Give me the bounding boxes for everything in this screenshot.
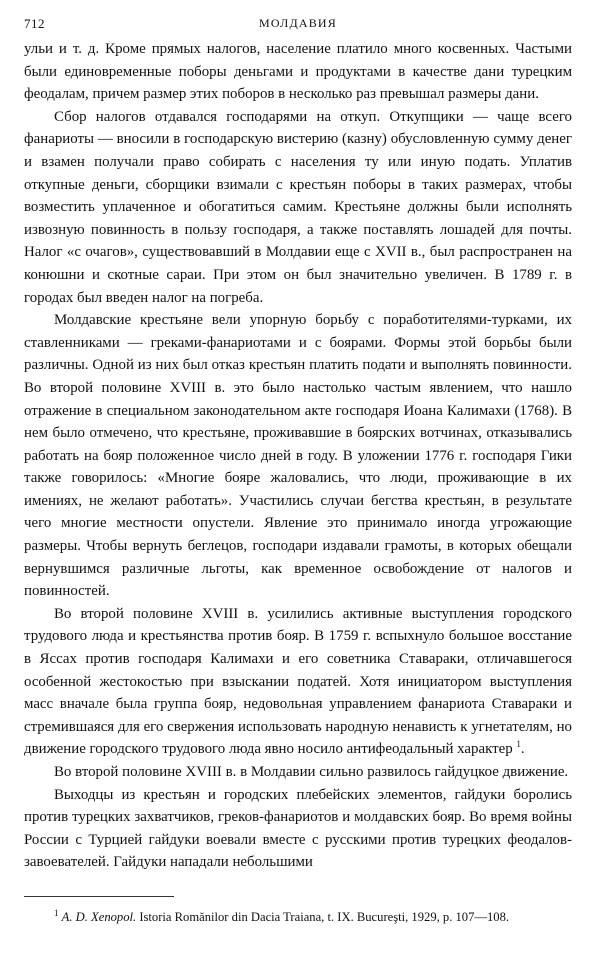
footnote-author: A. D. Xenopol. [61,910,137,924]
footnote-1 [24,907,572,927]
footnote-reference[interactable]: 1 [516,739,521,750]
running-title: МОЛДАВИЯ [258,16,337,30]
paragraph-1: ульи и т. д. Кроме прямых налогов, население платило много косвенных. Частыми были единовременные поборы деньгами и продуктами в качестве дани турецким феодалам, причем размер этих поборов в несколько раз превышал размеры дани. [24,41,572,103]
paragraph-2: Сбор налогов отдавался господарями на откуп. Откупщики — чаще всего фанариоты — вносили в господарскую вистерию (казну) обусловленную сумму денег и взамен получали право собирать с населения ту или иную подать. Уплатив откупные деньги, сборщики взимали с крестьян поборы в таких размерах, чтобы возместить уплаченное и обогатиться самим. Крестьяне должны были исполнять извозную повинность в пользу господаря, а также поставлять лошадей для почты. Налог «с очагов», существовавший в Молдавии еще с XVII в., был распространен на конюшни и скотные сараи. При этом он был значительно увеличен. В 1789 г. в городах был введен налог на погреба. [24,108,572,306]
body-text [24,38,572,874]
paragraph-5: Во второй половине XVIII в. в Молдавии сильно развилось гайдуцкое движение. [54,764,569,780]
footnote-marker: 1 [54,907,59,918]
footnotes [24,896,572,927]
footnote-citation: Istoria Romănilor din Dacia Traiana, t. IX. Bucureşti, 1929, p. 107—108. [139,910,510,924]
document-page [24,10,572,962]
page-header [24,10,572,38]
paragraph-3: Молдавские крестьяне вели упорную борьбу с поработителями-турками, их ставленниками — греками-фанариотами и с боярами. Формы этой борьбы были различны. Одной из них был отказ крестьян платить подати и выполнять повинности. Во второй половине XVIII в. это было настолько частым явлением, что нашло отражение в специальном законодательном акте господаря Иоана Калимахи (1768). В нем было отмечено, что крестьяне, проживавшие в боярских вотчинах, отказывались работать на бояр положенное число дней в году. В уложении 1776 г. господаря Гики также говорилось: «Многие бояре жаловались, что люди, проживающие в их имениях, не желают работать». Участились случаи бегства крестьян, в результате чего многие местности опустели. Явление это принимало иногда угрожающие размеры. Чтобы вернуть беглецов, господари издавали грамоты, в которых обещали вернувшимся различные льготы, как временное освобождение от налогов и повинностей. [24,312,572,600]
footnote-divider [24,896,174,897]
paragraph-4: Во второй половине XVIII в. усилились активные выступления городского трудового люда и крестьянства против бояр. В 1759 г. вспыхнуло большое восстание в Яссах против господаря Калимахи и его советника Ставараки, отличавшегося особенной жестокостью при взыскании податей. Хотя инициатором выступления масс вначале была группа бояр, недовольная управлением фанариота Ставараки и стремившаяся для его свержения использовать народную ненависть к угнетателям, но движение городского трудового люда явно носило антифеодальный характер $^1$. [24,605,572,758]
page-number: 712 [24,16,45,31]
paragraph-6: Выходцы из крестьян и городских плебейских элементов, гайдуки боролись против турецких захватчиков, греков-фанариотов и молдавских бояр. Во время войны России с Турцией гайдуки воевали вместе с русскими против турецких феодалов-завоевателей. Гайдуки нападали небольшими [24,786,572,871]
paragraph-4-text: Во второй половине XVIII в. усилились активные выступления городского трудового люда и крестьянства против бояр. В 1759 г. вспыхнуло большое восстание в Яссах против господаря Калимахи и его советника Ставараки, отличавшегося особенной жестокостью при взыскании податей. Хотя инициатором выступления масс вначале была группа бояр, недовольная управлением фанариота Ставараки и стремившаяся для его свержения использовать народную ненависть к угнетателям, но движение городского трудового люда явно носило антифеодальный характер [24,605,572,758]
